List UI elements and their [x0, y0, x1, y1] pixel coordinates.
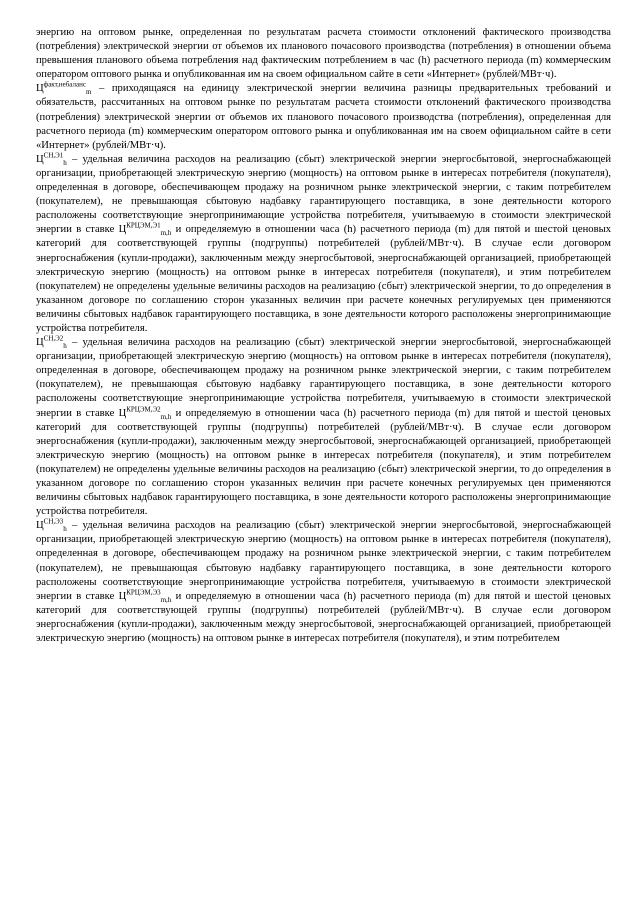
paragraph-text: энергию на оптовом рынке, определенная по результатам расчета стоимости отклонений фактического производства (потребления) электрической энергии от объемов их планового почасового производства (потребления) в отношении объема превышения планового объема потребления над фактическим потреблением в час (h) расчетного периода (m) коммерческим оператором оптового рынка и опубликованная им на своем официальном сайте в сети «Интернет» (рублей/МВт·ч). — [36, 27, 611, 81]
symbol-subscript: m — [85, 88, 92, 97]
inline-price-symbol: $Ц^{КРЦЭМ,Э2}_{m,h}$ — [118, 405, 172, 421]
price-symbol: $Ц^{СН,Э2}_h$ — [36, 334, 67, 351]
symbol-superscript: СН,Э2 — [43, 334, 64, 343]
paragraph-2 — [36, 82, 611, 152]
paragraph-4 — [36, 336, 611, 519]
inline-price-symbol: $Ц^{КРЦЭМ,Э1}_{m,h}$ — [118, 221, 172, 238]
symbol-superscript: факт,небаланс — [43, 80, 86, 89]
price-symbol: $Ц^{СН,Э1}_h$ — [36, 151, 67, 167]
paragraph-text: – приходящаяся на единицу электрической энергии величина разницы предварительных требований и обязательств, рассчитанных на оптовом рынке по результатам расчета стоимости отклонений фактического производства (потребления) электрической энергии от объемов их планового почасового производства (потребления), определенная для расчетного периода (m) коммерческим оператором оптового рынка и опубликованная им на своем официальном сайте в сети «Интернет» (рублей/МВт·ч). — [36, 83, 611, 151]
paragraph-text-part-b: и определяемую в отношении часа (h) расчетного периода (m) для пятой и шестой ценовых категорий для соответствующей группы (подгруппы) потребителей (рублей/МВт·ч). В случае если договором энергоснабжения (купли-продажи), заключенным между энергосбытовой, энергоснабжающей организацией, приобретающей электрическую энергию (мощность) на оптовом рынке в интересах потребителя (покупателя), и этим потребителем — [36, 590, 611, 645]
symbol-subscript: h — [63, 342, 67, 351]
price-symbol: $Ц^{СН,Э3}_h$ — [36, 517, 67, 534]
symbol-subscript: h — [63, 158, 67, 167]
paragraph-3 — [36, 153, 611, 336]
paragraph-text-part-a: – удельная величина расходов на реализацию (сбыт) электрической энергии энергосбытовой, энергоснабжающей организации, приобретающей электрическую энергию (мощность) на оптовом рынке в интересах потребителя (покупателя), определенная в договоре, обеспечивающем продажу на розничном рынке электрической энергии, с таким потребителем (покупателем), не превышающая сбытовую надбавку гарантирующего поставщика, в зоне деятельности которого расположены соответствующие энергопринимающие устройства потребителя, учитываемую в стоимости электрической энергии в ставке — [36, 520, 611, 602]
symbol-superscript: СН,Э1 — [43, 151, 64, 160]
symbol-subscript: h — [63, 525, 67, 534]
symbol-superscript: СН,Э3 — [43, 517, 64, 526]
paragraph-text-part-b: и определяемую в отношении часа (h) расчетного периода (m) для пятой и шестой ценовых категорий для соответствующей группы (подгруппы) потребителей (рублей/МВт·ч). В случае если договором энергоснабжения (купли-продажи), заключенным между энергосбытовой, энергоснабжающей организацией, приобретающей электрическую энергию (мощность) на оптовом рынке в интересах потребителя (покупателя), и этим потребителем (покупателем) не определены удельные величины расходов на реализацию (сбыт) электрической энергии, то до определения в указанном договоре по соглашению сторон указанных величин при расчете конечных регулируемых цен применяются величины сбытовых надбавок гарантирующего поставщика, в зоне деятельности которого расположены энергопринимающие устройства потребителя. — [36, 407, 611, 518]
paragraph-5 — [36, 519, 611, 646]
paragraph-text-part-a: – удельная величина расходов на реализацию (сбыт) электрической энергии энергосбытовой, энергоснабжающей организации, приобретающей электрическую энергию (мощность) на оптовом рынке в интересах потребителя (покупателя), определенная в договоре, обеспечивающем продажу на розничном рынке электрической энергии, с таким потребителем (покупателем), не превышающая сбытовую надбавку гарантирующего поставщика, в зоне деятельности которого расположены соответствующие энергопринимающие устройства потребителя, учитываемую в стоимости электрической энергии в ставке — [36, 153, 611, 236]
price-symbol: $Ц^{факт,небаланс}_m$ — [36, 80, 92, 97]
document-page — [36, 26, 611, 646]
paragraph-text-part-a: – удельная величина расходов на реализацию (сбыт) электрической энергии энергосбытовой, энергоснабжающей организации, приобретающей электрическую энергию (мощность) на оптовом рынке в интересах потребителя (покупателя), определенная в договоре, обеспечивающем продажу на розничном рынке электрической энергии, с таким потребителем (покупателем), не превышающая сбытовую надбавку гарантирующего поставщика, в зоне деятельности которого расположены соответствующие энергопринимающие устройства потребителя, учитываемую в стоимости электрической энергии в ставке — [36, 337, 611, 419]
paragraph-1 — [36, 26, 611, 82]
paragraph-text-part-b: и определяемую в отношении часа (h) расчетного периода (m) для пятой и шестой ценовых категорий для соответствующей группы (подгруппы) потребителей (рублей/МВт·ч). В случае если договором энергоснабжения (купли-продажи), заключенным между энергосбытовой, энергоснабжающей организацией, приобретающей электрическую энергию (мощность) на оптовом рынке в интересах потребителя (покупателя), и этим потребителем (покупателем) не определены удельные величины расходов на реализацию (сбыт) электрической энергии, то до определения в указанном договоре по соглашению сторон указанных величин при расчете конечных регулируемых цен применяются величины сбытовых надбавок гарантирующего поставщика, в зоне деятельности которого расположены энергопринимающие устройства потребителя. — [36, 224, 611, 334]
inline-price-symbol: $Ц^{КРЦЭМ,Э3}_{m,h}$ — [118, 588, 172, 604]
